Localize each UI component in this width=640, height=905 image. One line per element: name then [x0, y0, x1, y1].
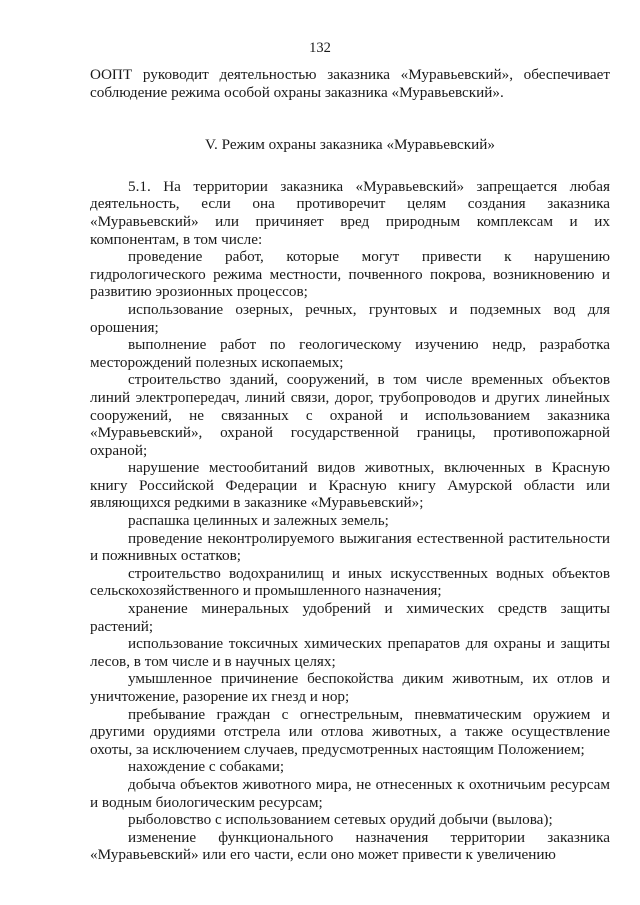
list-item: использование токсичных химических препаратов для охраны и защиты лесов, в том числе и в научных целях;: [90, 635, 610, 670]
document-body: [90, 66, 610, 864]
intro-paragraph: ООПТ руководит деятельностью заказника «Муравьевский», обеспечивает соблюдение режима особой охраны заказника «Муравьевский».: [90, 66, 610, 101]
clause-5-1: 5.1. На территории заказника «Муравьевский» запрещается любая деятельность, если она противоречит целям создания заказника «Муравьевский» или причиняет вред природным комплексам и их компонентам, в том числе:: [90, 177, 610, 248]
prohibited-activities-list: [90, 248, 610, 864]
section-title: V. Режим охраны заказника «Муравьевский»: [205, 136, 495, 154]
list-item: пребывание граждан с огнестрельным, пневматическим оружием и другими орудиями отстрела или отлова животных, а также осуществление охоты, за исключением случаев, предусмотренных настоящим Положением;: [90, 705, 610, 758]
list-item: добыча объектов животного мира, не отнесенных к охотничьим ресурсам и водным биологическим ресурсам;: [90, 775, 610, 811]
list-item: проведение неконтролируемого выжигания естественной растительности и пожнивных остатков;: [90, 529, 610, 565]
list-item: использование озерных, речных, грунтовых и подземных вод для орошения;: [90, 300, 610, 336]
list-item: рыболовство с использованием сетевых орудий добычи (вылова);: [128, 811, 553, 829]
list-item: нарушение местообитаний видов животных, включенных в Красную книгу Российской Федерации и Красную книгу Амурской области или являющихся редкими в заказнике «Муравьевский»;: [90, 459, 610, 512]
list-item: умышленное причинение беспокойства диким животным, их отлов и уничтожение, разорение их гнезд и нор;: [90, 670, 610, 705]
list-item: распашка целинных и залежных земель;: [128, 512, 389, 530]
list-item: проведение работ, которые могут привести к нарушению гидрологического режима местности, почвенного покрова, возникновению и развитию эрозионных процессов;: [90, 248, 610, 301]
list-item: строительство зданий, сооружений, в том числе временных объектов линий электропередач, линий связи, дорог, трубопроводов и других линейных сооружений, не связанных с охраной и использованием заказника «Муравьевский», охраной государственной границы, противопожарной охраной;: [90, 371, 610, 459]
list-item: выполнение работ по геологическому изучению недр, разработка месторождений полезных ископаемых;: [90, 336, 610, 371]
list-item: изменение функционального назначения территории заказника «Муравьевский» или его части, если оно может привести к увеличению: [90, 828, 610, 864]
page-number: 132: [309, 40, 331, 56]
list-item: строительство водохранилищ и иных искусственных водных объектов сельскохозяйственного и промышленного назначения;: [90, 564, 610, 600]
list-item: нахождение с собаками;: [128, 758, 285, 776]
list-item: хранение минеральных удобрений и химических средств защиты растений;: [90, 600, 610, 635]
